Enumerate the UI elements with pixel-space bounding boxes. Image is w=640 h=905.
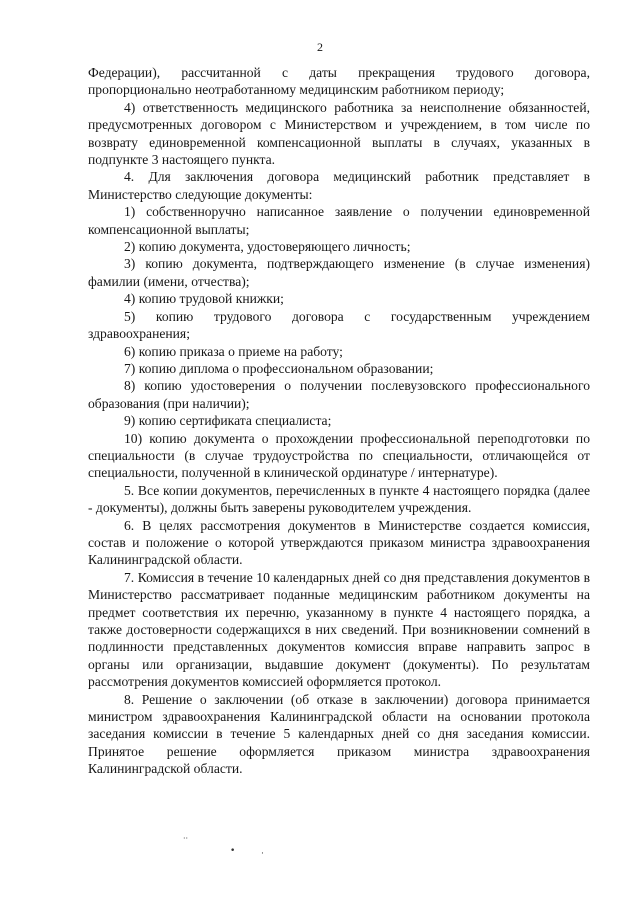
list-item-6: 6) копию приказа о приеме на работу; (124, 343, 343, 359)
list-item-1: 1) собственноручно написанное заявление о получении единовременной компенсационной выплаты; (88, 204, 590, 237)
scan-speck: · (261, 849, 264, 859)
list-item-10: 10) копию документа о прохождении профессиональной переподготовки по специальности (в случае трудоустройства по специальности, отличающейся от специальности, полученной в клинической ординатуре / интернатуре). (88, 430, 590, 481)
list-item-3: 3) копию документа, подтверждающего изменение (в случае изменения) фамилии (имени, отчества); (88, 256, 590, 289)
list-item-9: 9) копию сертификата специалиста; (124, 413, 332, 429)
scan-speck: ·· (183, 834, 189, 843)
scan-speck: • (230, 846, 236, 856)
paragraph-continuation: Федерации), рассчитанной с даты прекращения трудового договора, пропорционально неотработанному медицинским работником периоду; (88, 65, 590, 98)
paragraph-clause-7: 7. Комиссия в течение 10 календарных дней со дня представления документов в Министерство рассматривает поданные медицинским работником документы на предмет соответствия их перечню, указанному в пункте 4 настоящего порядка, а также достоверности содержащихся в них сведений. При возникновении сомнений в подлинности представленных документов комиссия вправе направить запрос в органы или организации, выдавшие документ (документы). По результатам рассмотрения документов комиссией оформляется протокол. (88, 569, 590, 690)
list-item-2: 2) копию документа, удостоверяющего личность; (124, 239, 411, 255)
paragraph-clause-4: 4. Для заключения договора медицинский работник представляет в Министерство следующие документы: (88, 169, 590, 202)
list-item-4: 4) копию трудовой книжки; (124, 291, 284, 307)
paragraph-clause-8: 8. Решение о заключении (об отказе в заключении) договора принимается министром здравоохранения Калининградской области на основании протокола заседания комиссии в течение 5 календарных дней со дня заседания комиссии. Принятое решение оформляется приказом министра здравоохранения Калининградской области. (88, 691, 590, 777)
document-body (88, 64, 590, 778)
paragraph-item-4-responsibility: 4) ответственность медицинского работника за неисполнение обязанностей, предусмотренных договором с Министерством и учреждением, в том числе по возврату единовременной компенсационной выплаты в случаях, указанных в подпункте 3 настоящего пункта. (88, 99, 590, 168)
paragraph-clause-6: 6. В целях рассмотрения документов в Министерстве создается комиссия, состав и положение о которой утверждаются приказом министра здравоохранения Калининградской области. (88, 517, 590, 568)
list-item-8: 8) копию удостоверения о получении послевузовского профессионального образования (при наличии); (88, 378, 590, 411)
list-item-5: 5) копию трудового договора с государственным учреждением здравоохранения; (88, 308, 590, 342)
paragraph-clause-5: 5. Все копии документов, перечисленных в пункте 4 настоящего порядка (далее - документы), должны быть заверены руководителем учреждения. (88, 482, 590, 516)
page-number: 2 (317, 40, 323, 54)
list-item-7: 7) копию диплома о профессиональном образовании; (124, 360, 434, 376)
